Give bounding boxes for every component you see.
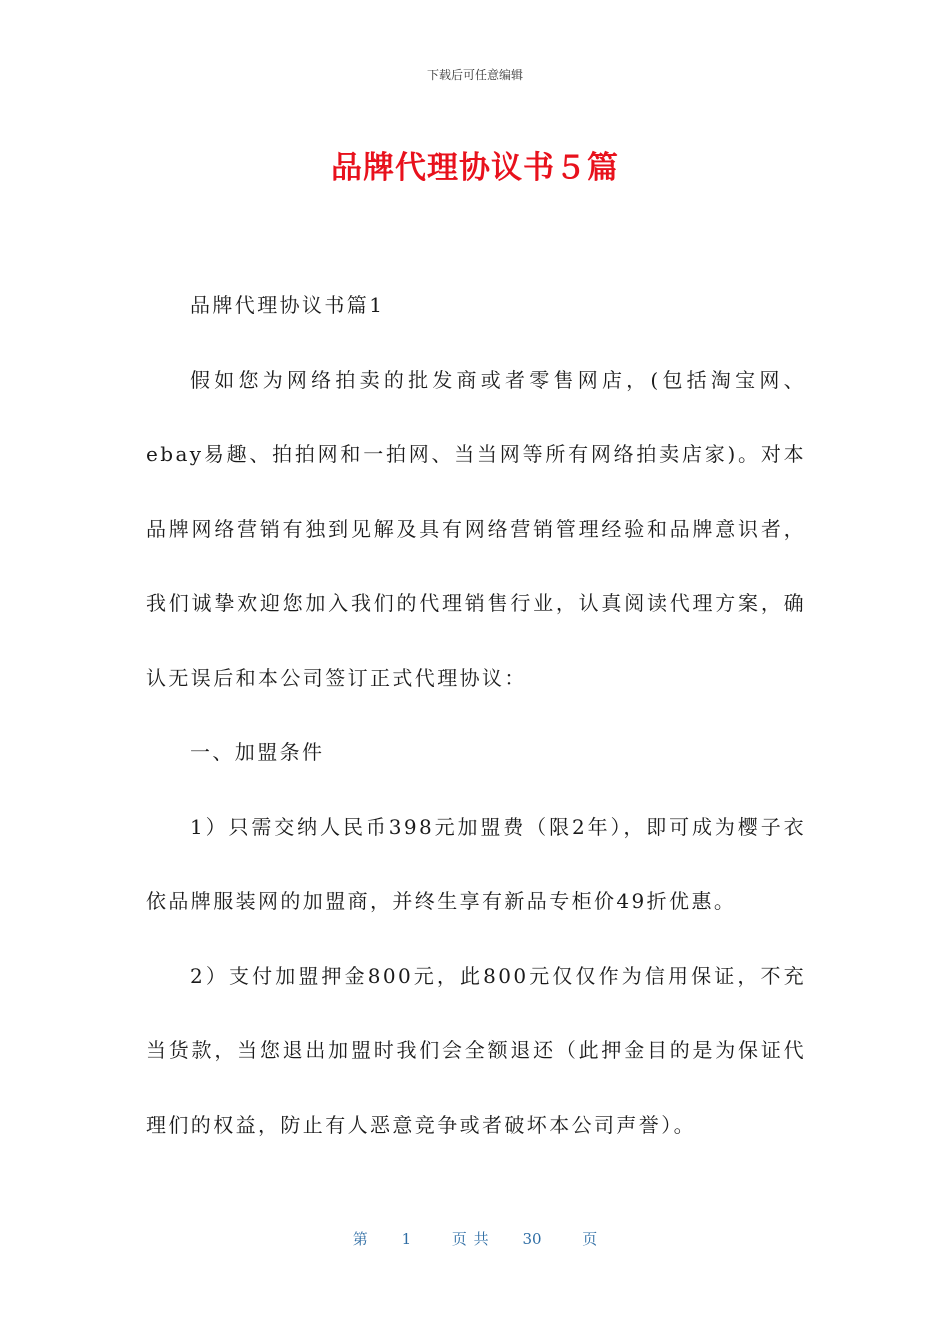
footer-page-prefix: 第 xyxy=(352,1230,368,1248)
paragraph-item-1: 1）只需交纳人民币398元加盟费（限2年），即可成为樱子衣依品牌服装网的加盟商，并终生享有新品专柜价49折优惠。 xyxy=(146,814,806,913)
document-title: 品牌代理协议书５篇 xyxy=(331,150,619,186)
footer-total-pages: 30 xyxy=(522,1230,542,1248)
document-body xyxy=(146,268,806,1162)
footer-page-middle: 页 共 xyxy=(451,1230,489,1248)
footer-page-number: 1 xyxy=(401,1230,412,1248)
header-note: 下载后可任意编辑 xyxy=(426,68,523,82)
subsection-heading: 一、加盟条件 xyxy=(190,740,325,764)
page-footer xyxy=(0,1228,950,1249)
paragraph-intro: 假如您为网络拍卖的批发商或者零售网店，(包括淘宝网、ebay易趣、拍拍网和一拍网、当当网等所有网络拍卖店家)。对本品牌网络营销有独到见解及具有网络营销管理经验和品牌意识者，我们诚挚欢迎您加入我们的代理销售行业，认真阅读代理方案，确认无误后和本公司签订正式代理协议： xyxy=(146,367,806,690)
paragraph-item-2: 2）支付加盟押金800元，此800元仅仅作为信用保证，不充当货款，当您退出加盟时我们会全额退还（此押金目的是为保证代理们的权益，防止有人恶意竞争或者破坏本公司声誉）。 xyxy=(146,963,806,1137)
footer-page-suffix: 页 xyxy=(582,1230,598,1248)
section-heading: 品牌代理协议书篇1 xyxy=(190,293,385,317)
